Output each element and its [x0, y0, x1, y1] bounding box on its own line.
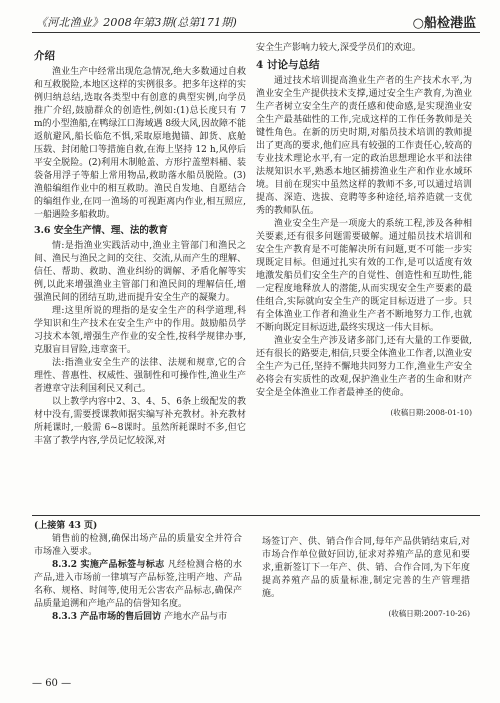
section-divider [32, 515, 480, 516]
bottom-right-column [262, 536, 470, 620]
paragraph [34, 559, 242, 611]
bottom-left-column [34, 520, 242, 624]
paragraph: 场签订产、供、销合作合同,每年产品供销结束后,对市场合作单位做好回访,征求对养殖产品的意见和要求,重新签订下一年产、供、销、合作合同,为下年度提高养殖产品的质量标准,制定完善的生产管理措施。 [262, 537, 470, 599]
column-label [413, 12, 476, 31]
header-rule [32, 32, 480, 33]
paragraph: 以上教学内容中2、3、4、5、6条上级配发的教材中没有,需要授课教师据实编写补充教材。补充教材所耗课时,一般需 6~8课时。虽然所耗课时不多,但它丰富了教学内容,学员记忆较深,对 [34, 397, 246, 446]
paragraph-text: 产地水产品与市 [164, 612, 228, 622]
subsection-title: 8.3.3 产品市场的售后回访 [52, 612, 162, 622]
continued-note: (上接第 43 页) [34, 521, 98, 531]
paragraph-text: 凡经检测合格的水产品,进入市场前一律填写产品标签,注明产地、产品名称、规格、时间等,使用无公害农产品标志,确保产品质量追溯和产地产品的信誉知名度。 [34, 560, 242, 609]
paragraph: 情:是指渔业实践活动中,渔业主管部门和渔民之间、渔民与渔民之间的交往、交流,从而产生的理解、信任、帮助、救助、渔业纠纷的调解、矛盾化解等实例,以此来增强渔业主管部门和渔民间的理解信任,增强渔民间的团结互助,进而提升安全生产的凝聚力。 [34, 241, 246, 303]
section-heading: 4 讨论与总结 [256, 59, 320, 71]
paragraph: 理:这里所说的理指的是安全生产的科学道理,科学知识和生产技术在安全生产中的作用。鼓励船员学习技术本领,增强生产作业的安全性,按科学规律办事,克服盲目冒险,违章蛮干。 [34, 306, 246, 355]
page-number: — 60 — [32, 678, 72, 689]
column-label-text: 船检港监 [423, 16, 476, 31]
subsection-title: 8.3.2 实施产品标签与标志 [52, 560, 165, 570]
received-date: (收稿日期:2008-01-10) [390, 408, 472, 417]
paragraph: 渔业生产中经常出现危急情况,绝大多数通过自救和互救脱险,本地区这样的实例很多。把多年这样的实例归纳总结,选取各类型中有创意的典型实例,向学员推广介绍,鼓励群众的创造性,例如:(1)总长度只有 7 m的小型渔船,在鸭绿江口海域遇 8级大风,因故障不能返航避风,船长临危不惧,采取原地抛锚、卸货、底舱压载、封闭舱口等措施自救,在海上坚持 12 h,风停后平安全脱险。(2)利用木制舱盖、方形拧盖塑料桶、装袋备用浮子等船上常用物品,救助落水船员脱险。(3)渔船编组作业中的相互救助。渔民自发地、自愿结合的编组作业,在同一渔场的可视距离内作业,相互照应,一船遇险多船救助。 [34, 67, 246, 220]
subsection-heading: 3.6 安全生产情、理、法的教育 [34, 225, 168, 236]
paragraph: 渔业安全生产涉及诸多部门,还有大量的工作要做,还有很长的路要走,相信,只要全体渔业工作者,以渔业安全生产为己任,坚持不懈地共同努力工作,渔业生产安全必将会有实质性的改观,保护渔业生产者的生命和财产安全是全体渔业工作者最神圣的使命。 [256, 336, 472, 398]
paragraph: 销售前的检测,确保出场产品的质量安全并符合市场准入要求。 [34, 534, 242, 557]
journal-header: 《河北渔业》2008年第3期(总第171期) [36, 16, 237, 29]
page-number-text: 60 [45, 678, 58, 689]
received-date: (收稿日期:2007-10-26) [388, 609, 470, 618]
left-column [34, 46, 246, 448]
paragraph [34, 611, 242, 624]
paragraph: 渔业安全生产是一项庞大的系统工程,涉及各种相关要素,还有很多问题需要破解。通过船员技术培训和安全生产教育是不可能解决所有问题,更不可能一步实现既定目标。但通过扎实有效的工作,是可以适度有效地激发船员们安全生产的自觉性、创造性和互助性,能一定程度地释放人的潜能,从而实现安全生产要素的最佳组合,实际就向安全生产的既定目标迈进了一步。只有全体渔业工作者和渔业生产者不断地努力工作,也就不断向既定目标迈进,最终实现这一伟大目标。 [256, 219, 472, 333]
paragraph: 法:指渔业安全生产的法律、法规和规章,它的合理性、普惠性、权威性、强制性和可操作性,渔业生产者遵章守法利国利民又利己。 [34, 358, 246, 394]
circle-icon: ○ [412, 16, 424, 31]
paragraph: 安全生产影响力较大,深受学员们的欢迎。 [256, 43, 421, 53]
section-intro-label: 介绍 [34, 50, 55, 62]
right-column [256, 42, 472, 419]
paragraph: 通过技术培训提高渔业生产者的生产技术水平,为渔业安全生产提供技术支撑,通过安全生产教育,为渔业生产者树立安全生产的责任感和使命感,是实现渔业安全生产最基础性的工作,完成这样的工作任务教师是关键性角色。在新的历史时期,对船员技术培训的教师提出了更高的要求,他们应具有较强的工作责任心,较高的专业技术理论水平,有一定的政治思想理论水平和法律法规知识水平,熟悉本地区捕捞渔业生产和作业水域环境。目前在现实中虽然这样的教师不多,可以通过培训提高、深造、选拔、竞聘等多种途径,培养造就一支优秀的教师队伍。 [256, 76, 472, 216]
